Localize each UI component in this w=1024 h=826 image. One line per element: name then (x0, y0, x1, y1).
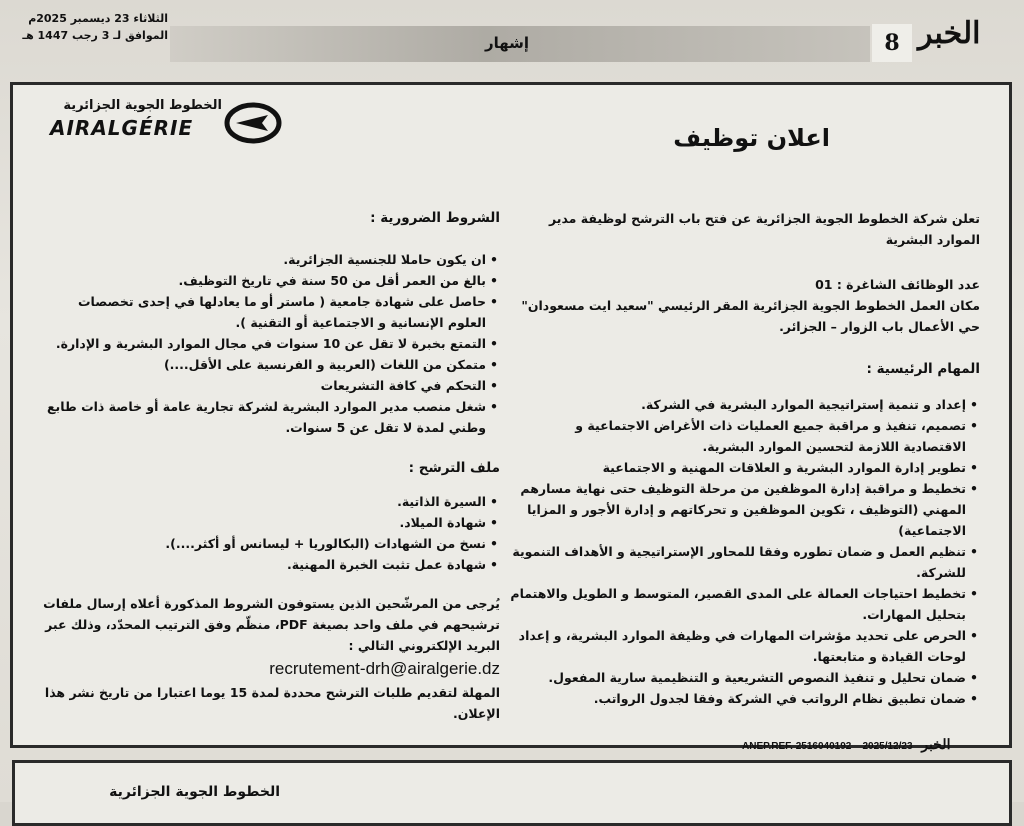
email-address[interactable]: recrutement-drh@airalgerie.dz (269, 659, 500, 678)
file-list (40, 491, 500, 575)
gregorian-date: الثلاثاء 23 ديسمبر 2025م (28, 12, 168, 25)
left-column (40, 208, 500, 724)
company-name-latin: AIRALGÉRIE (50, 116, 194, 140)
file-item: • شهادة عمل تثبت الخبرة المهنية. (40, 554, 486, 575)
file-item: • نسخ من الشهادات (البكالوريا + ليسانس أو أكثر....). (40, 533, 486, 554)
vacancies: عدد الوظائف الشاغرة : 01 (815, 277, 980, 292)
task-item: • إعداد و تنمية إستراتيجية الموارد البشرية في الشركة. (510, 394, 966, 415)
file-heading: ملف الترشح : (408, 460, 500, 476)
requirement-item: • متمكن من اللغات (العربية و الفرنسية على الأقل....) (40, 354, 486, 375)
next-ad-company-name: الخطوط الجوية الجزائرية (109, 784, 280, 800)
task-item: • تنظيم العمل و ضمان تطوره وفقا للمحاور الإستراتيجية و الأهداف التنموية للشركة. (510, 541, 966, 583)
requirement-item: • التمتع بخبرة لا تقل عن 10 سنوات في مجال الموارد البشرية و الإدارة. (40, 333, 486, 354)
ad-title: اعلان توظيف (673, 124, 830, 152)
task-item: • ضمان تطبيق نظام الرواتب في الشركة وفقا لجدول الرواتب. (510, 688, 966, 709)
airline-emblem-icon (224, 102, 282, 144)
footer-logo: الخبر (921, 737, 951, 753)
task-item: • ضمان تحليل و تنفيذ النصوص التشريعية و التنظيمية سارية المفعول. (510, 667, 966, 688)
requirement-item: • التحكم في كافة التشريعات (40, 375, 486, 396)
workplace: مكان العمل الخطوط الجوية الجزائرية المقر الرئيسي "سعيد ايت مسعودان" حي الأعمال باب الزوار – الجزائر. (521, 298, 980, 334)
page-header (0, 0, 1024, 70)
tasks-list (510, 394, 980, 709)
task-item: • تخطيط و مراقبة إدارة الموظفين من مرحلة التوظيف حتى نهاية مسارهم المهني (التوظيف ، تكوين الموظفين و تحركاتهم و إدارة الأجور و المزايا الاجتماعية) (510, 478, 966, 541)
section-label: إشهار (485, 34, 530, 52)
task-item: • تخطيط احتياجات العمالة على المدى القصير، المتوسط و الطويل والاهتمام بتحليل المهارات. (510, 583, 966, 625)
requirement-item: • حاصل على شهادة جامعية ( ماستر أو ما يعادلها في إحدى تخصصات العلوم الإنسانية و الاجتماعية أو التقنية ). (40, 291, 486, 333)
footer-date: 2025/12/23 (862, 741, 913, 752)
file-item: • شهادة الميلاد. (40, 512, 486, 533)
deadline-text: المهلة لتقديم طلبات الترشح محددة لمدة 15 يوما اعتبارا من تاريخ نشر هذا الإعلان. (44, 685, 500, 721)
task-item: • تطوير إدارة الموارد البشرية و العلاقات المهنية و الاجتماعية (510, 457, 966, 478)
header-date (8, 10, 168, 44)
company-logo (38, 98, 288, 148)
anep-reference: ANEP.REF. 2516040192 (742, 741, 852, 752)
requirements-list (40, 249, 500, 438)
file-item: • السيرة الذاتية. (40, 491, 486, 512)
task-item: • تصميم، تنفيذ و مراقبة جميع العمليات ذات الأغراض الاجتماعية و الاقتصادية اللازمة لتحسين الموارد البشرية. (510, 415, 966, 457)
requirements-heading: الشروط الضرورية : (370, 210, 500, 226)
task-item: • الحرص على تحديد مؤشرات المهارات في وظيفة الموارد البشرية، و إعداد لوحات القيادة و متابعتها. (510, 625, 966, 667)
right-column (510, 208, 980, 709)
requirement-item: • بالغ من العمر أقل من 50 سنة في تاريخ التوظيف. (40, 270, 486, 291)
ad-footer (742, 737, 1002, 753)
page-number: 8 (872, 24, 912, 62)
requirement-item: • شغل منصب مدير الموارد البشرية لشركة تجارية عامة أو خاصة ذات طابع وطني لمدة لا تقل عن 5 سنوات. (40, 396, 486, 438)
hijri-date: الموافق لـ 3 رجب 1447 هـ (22, 29, 168, 42)
ad-intro: تعلن شركة الخطوط الجوية الجزائرية عن فتح باب الترشح لوظيفة مدير الموارد البشرية (548, 211, 980, 247)
submission-text: يُرجى من المرشّحين الذين يستوفون الشروط المذكورة أعلاه إرسال ملفات ترشيحهم في ملف واحد بصيغة PDF، منظّم وفق الترتيب المحدّد، وذلك عبر البريد الإلكتروني التالي : (43, 596, 500, 653)
tasks-heading: المهام الرئيسية : (866, 361, 980, 377)
company-name-arabic: الخطوط الجوية الجزائرية (63, 98, 222, 113)
newspaper-logo: الخبر (918, 16, 981, 51)
requirement-item: • ان يكون حاملا للجنسية الجزائرية. (40, 249, 486, 270)
